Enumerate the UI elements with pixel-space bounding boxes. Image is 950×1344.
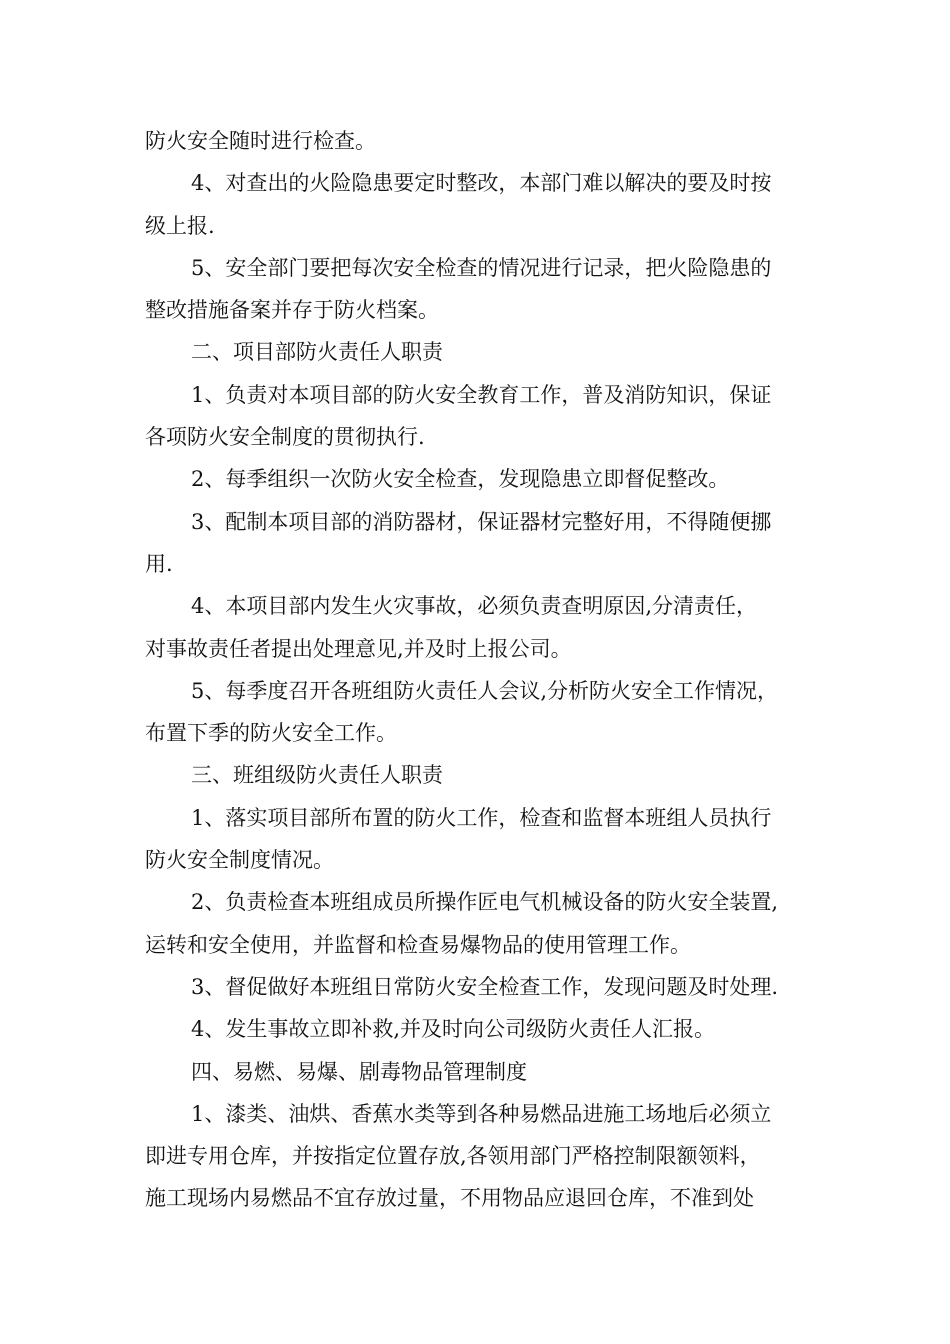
paragraph: [145, 797, 810, 882]
text-line: 4、发生事故立即补救,并及时向公司级防火责任人汇报。: [191, 1017, 716, 1042]
text-line: 5、安全部门要把每次安全检查的情况进行记录，把火险隐患的: [191, 255, 772, 280]
text-line: 4、本项目部内发生火灾事故，必须负责查明原因,分清责任，: [191, 594, 758, 619]
paragraph: [145, 374, 810, 459]
text-line: 施工现场内易燃品不宜存放过量，不用物品应退回仓库，不准到处: [145, 1186, 754, 1211]
text-line: 布置下季的防火安全工作。: [145, 721, 397, 746]
paragraph: [145, 585, 810, 670]
paragraph: [145, 754, 810, 796]
paragraph: [145, 1093, 810, 1220]
paragraph: [145, 966, 810, 1008]
text-line: 对事故责任者提出处理意见,并及时上报公司。: [145, 636, 572, 661]
text-line: 1、负责对本项目部的防火安全教育工作，普及消防知识，保证: [191, 382, 772, 407]
text-line: 3、督促做好本班组日常防火安全检查工作，发现问题及时处理.: [191, 974, 779, 999]
text-line: 用.: [145, 551, 173, 576]
text-line: 级上报.: [145, 213, 215, 238]
paragraph: [145, 501, 810, 586]
paragraph: [145, 1008, 810, 1050]
text-line: 2、每季组织一次防火安全检查，发现隐患立即督促整改。: [191, 467, 730, 492]
paragraph: [145, 162, 810, 247]
text-line: 4、对查出的火险隐患要定时整改，本部门难以解决的要及时按: [191, 171, 772, 196]
paragraph: [145, 458, 810, 500]
document-body: [145, 120, 810, 1220]
paragraph: [145, 120, 810, 162]
text-line: 二、项目部防火责任人职责: [191, 340, 443, 365]
paragraph: [145, 1051, 810, 1093]
text-line: 5、每季度召开各班组防火责任人会议,分析防火安全工作情况，: [191, 678, 779, 703]
text-line: 1、落实项目部所布置的防火工作，检查和监督本班组人员执行: [191, 805, 772, 830]
paragraph: [145, 247, 810, 332]
paragraph: [145, 670, 810, 755]
text-line: 2、负责检查本班组成员所操作匠电气机械设备的防火安全装置,: [191, 890, 779, 915]
text-line: 防火安全随时进行检查。: [145, 129, 376, 153]
text-line: 防火安全制度情况。: [145, 848, 334, 873]
paragraph: [145, 881, 810, 966]
text-line: 各项防火安全制度的贯彻执行.: [145, 425, 425, 450]
text-line: 整改措施备案并存于防火档案。: [145, 298, 439, 323]
text-line: 四、易燃、易爆、剧毒物品管理制度: [191, 1059, 527, 1084]
text-line: 即进专用仓库，并按指定位置存放,各领用部门严格控制限额领料，: [145, 1144, 761, 1169]
text-line: 三、班组级防火责任人职责: [191, 763, 443, 788]
text-line: 运转和安全使用，并监督和检查易爆物品的使用管理工作。: [145, 932, 691, 957]
paragraph: [145, 331, 810, 373]
text-line: 3、配制本项目部的消防器材，保证器材完整好用，不得随便挪: [191, 509, 772, 534]
text-line: 1、漆类、油烘、香蕉水类等到各种易燃品进施工场地后必须立: [191, 1101, 772, 1126]
